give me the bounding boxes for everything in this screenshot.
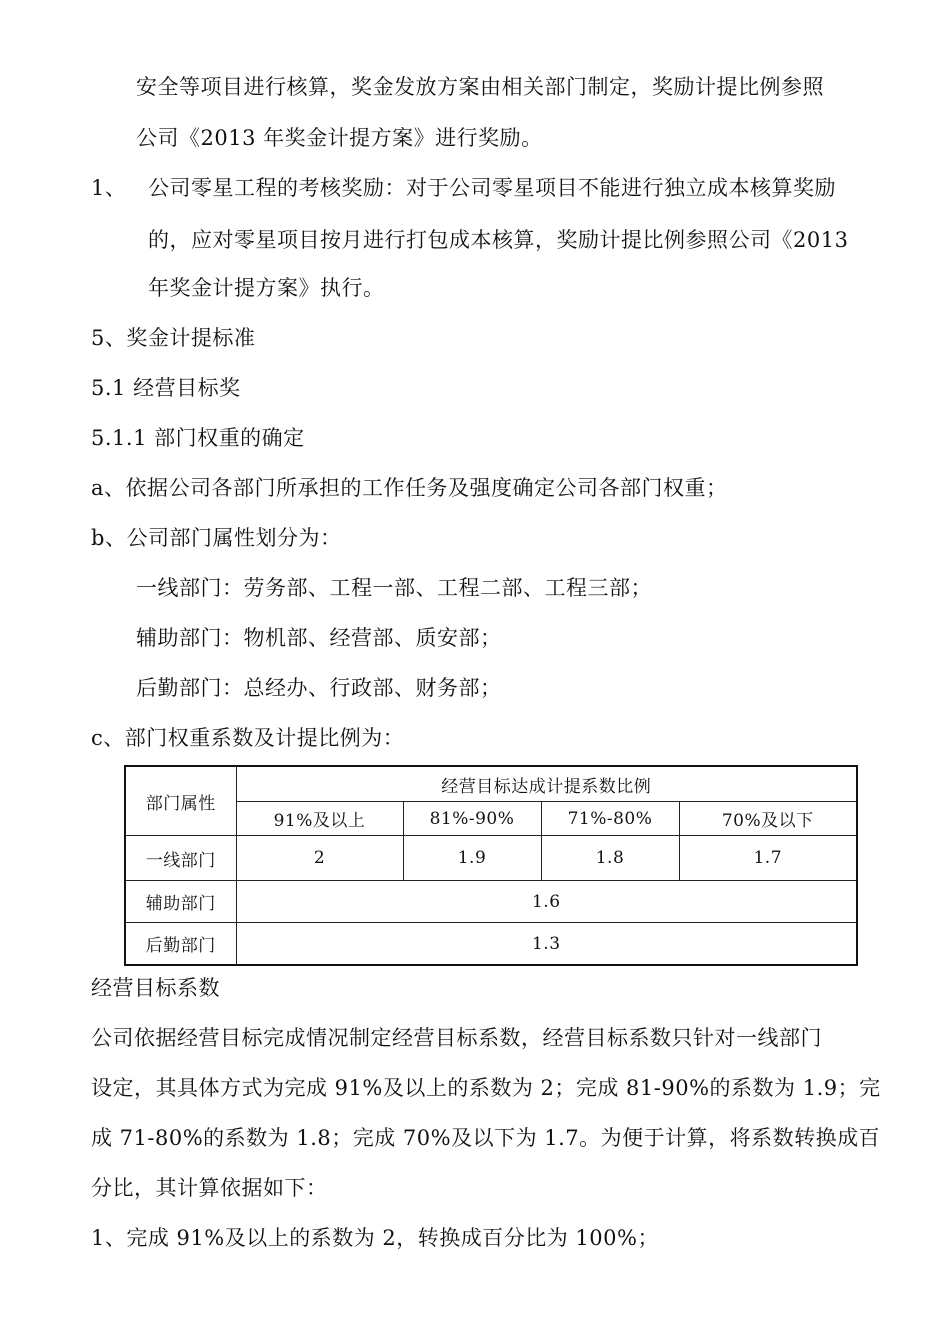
list-item-1: 1、完成 91%及以上的系数为 2，转换成百分比为 100%； [91,1226,659,1250]
coefficient-table [124,765,858,966]
header-range-81-90: 81%-90% [403,802,541,836]
table-row [125,923,857,966]
header-target-ratio: 经营目标达成计提系数比例 [236,766,857,802]
paragraph-2-line-2: 设定，其具体方式为完成 91%及以上的系数为 2；完成 81-90%的系数为 1.9；完 [91,1076,881,1100]
item-1-line-3: 年奖金计提方案》执行。 [148,276,385,300]
paragraph-1-line-2: 公司《2013 年奖金计提方案》进行奖励。 [136,126,543,150]
item-1-line-1: 公司零星工程的考核奖励：对于公司零星项目不能进行独立成本核算奖励 [148,176,836,200]
table-row [125,836,857,881]
header-dept-attribute: 部门属性 [125,766,236,836]
paragraph-2-line-1: 公司依据经营目标完成情况制定经营目标系数，经营目标系数只针对一线部门 [91,1026,822,1050]
section-5-heading: 5、奖金计提标准 [91,326,256,350]
paragraph-2-line-4: 分比，其计算依据如下： [91,1176,328,1200]
section-5-1-1-heading: 5.1.1 部门权重的确定 [91,426,305,450]
dept-support: 辅助部门：物机部、经营部、质安部； [136,626,502,650]
row-label-support: 辅助部门 [125,881,236,923]
row-label-logistics: 后勤部门 [125,923,236,966]
cell-value: 1.7 [679,836,857,881]
section-5-1-heading: 5.1 经营目标奖 [91,376,241,400]
row-label-frontline: 一线部门 [125,836,236,881]
paragraph-1-line-1: 安全等项目进行核算，奖金发放方案由相关部门制定，奖励计提比例参照 [136,75,824,99]
header-range-70-below: 70%及以下 [679,802,857,836]
cell-value: 2 [236,836,403,881]
cell-value: 1.8 [541,836,679,881]
coefficient-heading: 经营目标系数 [91,976,220,1000]
item-c: c、部门权重系数及计提比例为： [91,726,405,750]
table-row [125,881,857,923]
dept-frontline: 一线部门：劳务部、工程一部、工程二部、工程三部； [136,576,652,600]
item-1-number: 1、 [91,176,127,200]
item-a: a、依据公司各部门所承担的工作任务及强度确定公司各部门权重； [91,476,728,500]
item-b: b、公司部门属性划分为： [91,526,342,550]
header-range-91-plus: 91%及以上 [236,802,403,836]
dept-logistics: 后勤部门：总经办、行政部、财务部； [136,676,502,700]
paragraph-2-line-3: 成 71-80%的系数为 1.8；完成 70%及以下为 1.7。为便于计算，将系数转换成百 [91,1126,881,1150]
cell-value: 1.6 [236,881,857,923]
cell-value: 1.9 [403,836,541,881]
item-1-line-2: 的，应对零星项目按月进行打包成本核算，奖励计提比例参照公司《2013 [148,228,849,252]
header-range-71-80: 71%-80% [541,802,679,836]
cell-value: 1.3 [236,923,857,966]
